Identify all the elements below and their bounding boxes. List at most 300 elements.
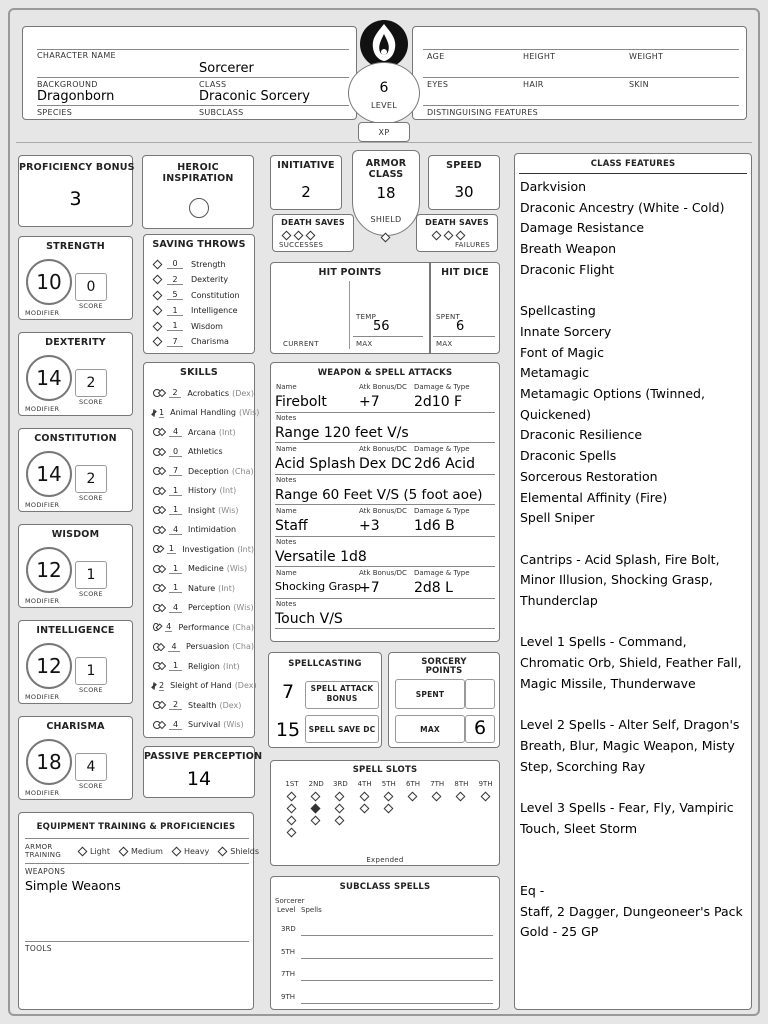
attack-damage-label: Damage & Type: [414, 383, 470, 391]
class-feature-line[interactable]: Magic Missile, Thunderwave: [520, 675, 696, 691]
death-saves-label-2: DEATH SAVES: [425, 218, 489, 227]
class-label: CLASS: [199, 80, 227, 89]
ability-score-circle: [26, 259, 72, 305]
score-label: SCORE: [79, 302, 103, 310]
skill-row: [144, 642, 254, 652]
proficiency-diamond-icon[interactable]: [153, 259, 163, 269]
species-label: SPECIES: [37, 108, 73, 117]
max-hp-label: MAX: [356, 340, 373, 348]
class-feature-line[interactable]: Thunderclap: [520, 593, 598, 608]
skill-name: Athletics: [188, 447, 223, 456]
heroic-inspiration-box: [142, 155, 254, 229]
failure-diamond-icon[interactable]: [432, 231, 442, 241]
ability-box-wisdom: [18, 524, 133, 608]
level-value[interactable]: 6: [379, 80, 389, 96]
attack-bonus[interactable]: +7: [359, 580, 380, 596]
ability-score-circle: [26, 643, 72, 689]
success-diamond-icon[interactable]: [306, 231, 316, 241]
spellcasting-label: SPELLCASTING: [288, 659, 362, 669]
spell-slot-diamond-icon[interactable]: [335, 816, 345, 826]
spells-col-label: Spells: [301, 906, 322, 914]
attack-row: [271, 383, 499, 443]
heroic-label-1: HEROIC: [177, 162, 219, 173]
saving-throw-row: [144, 337, 254, 347]
spell-slot-diamond-icon[interactable]: [335, 804, 345, 814]
skills-label: SKILLS: [180, 367, 218, 378]
initiative-label: INITIATIVE: [277, 160, 335, 171]
skill-ability: (Dex): [234, 681, 257, 690]
spell-slot-diamond-icon[interactable]: [456, 792, 466, 802]
initiative-box: [270, 155, 342, 210]
proficiency-label: PROFICIENCY BONUS: [19, 162, 135, 173]
skill-value[interactable]: 4: [169, 720, 182, 730]
skill-row: [144, 564, 254, 574]
sorcery-max-label: MAX: [420, 725, 440, 734]
heroic-checkbox[interactable]: [189, 198, 209, 218]
armor-label-1: ARMOR: [365, 158, 407, 169]
spell-save-dc-label: SPELL SAVE DC: [308, 725, 376, 734]
slot-level-label: 2ND: [308, 780, 324, 788]
saving-throws-box: [143, 234, 255, 354]
skill-row: [144, 680, 257, 691]
attack-name[interactable]: Firebolt: [275, 394, 327, 410]
skill-ability: (Int): [218, 427, 236, 437]
ability-score-circle: [26, 355, 72, 401]
class-feature-line[interactable]: Damage Resistance: [520, 220, 645, 236]
score-label: SCORE: [79, 494, 103, 502]
ability-score-circle: [26, 739, 72, 785]
slot-level-label: 7TH: [430, 780, 445, 788]
skill-ability: (Wis): [238, 408, 260, 417]
attacks-label: WEAPON & SPELL ATTACKS: [317, 368, 453, 378]
skill-row: [144, 622, 254, 632]
ability-modifier[interactable]: 4: [75, 753, 107, 781]
current-hp-label: CURRENT: [283, 340, 319, 348]
skill-value[interactable]: 2: [159, 680, 165, 690]
proficiency-diamond-icon[interactable]: [153, 337, 163, 347]
attack-name-label: Name: [276, 569, 297, 577]
skill-value[interactable]: 2: [169, 700, 182, 710]
attack-name[interactable]: Staff: [275, 518, 308, 534]
temp-label: TEMP: [356, 313, 377, 321]
score-label: SCORE: [79, 686, 103, 694]
skill-ability: (Cha): [231, 466, 254, 476]
sorcerer-label: Sorcerer: [275, 897, 305, 905]
attack-row: [271, 445, 499, 505]
skill-value[interactable]: 4: [169, 427, 182, 437]
skill-name: Deception: [188, 466, 229, 476]
class-feature-line[interactable]: Breath Weapon: [520, 241, 617, 257]
modifier-label: MODIFIER: [25, 693, 60, 701]
spell-slot-diamond-icon[interactable]: [383, 792, 393, 802]
weapons-label: WEAPONS: [25, 867, 66, 876]
light-armor-diamond-icon[interactable]: [78, 847, 88, 857]
attack-row: [271, 507, 499, 567]
distinguishing-features-label: DISTINGUISING FEATURES: [427, 108, 538, 117]
class-feature-line[interactable]: Darkvision: [520, 179, 587, 194]
saving-throw-name: Intelligence: [191, 306, 238, 315]
saving-throw-row: [144, 306, 254, 316]
skill-ability: (Wis): [218, 505, 239, 515]
spell-slots-box: [270, 760, 500, 866]
spell-slot-diamond-icon[interactable]: [480, 792, 490, 802]
hit-dice-spent-value[interactable]: 6: [456, 319, 465, 334]
skill-value[interactable]: 4: [166, 622, 172, 631]
subclass-spell-level: 9TH: [281, 992, 295, 1001]
class-feature-line[interactable]: Draconic Spells: [520, 448, 617, 464]
skill-ability: (Int): [237, 544, 254, 554]
spellcasting-box: [268, 652, 382, 748]
spell-attack-label-2: BONUS: [326, 694, 358, 703]
saving-throw-name: Dexterity: [191, 275, 229, 284]
class-feature-line[interactable]: Level 1 Spells - Command,: [520, 634, 687, 650]
speed-label: SPEED: [446, 160, 482, 171]
attack-damage[interactable]: 2d8 L: [414, 580, 453, 596]
attack-bonus-label: Atk Bonus/DC: [359, 507, 407, 515]
class-feature-line[interactable]: Metamagic Options (Twinned,: [520, 386, 705, 401]
class-feature-line[interactable]: Draconic Flight: [520, 261, 615, 277]
saving-throw-value[interactable]: 0: [167, 259, 183, 269]
attack-notes[interactable]: Versatile 1d8: [275, 549, 367, 565]
class-feature-line[interactable]: Font of Magic: [520, 344, 604, 360]
spell-slot-diamond-icon[interactable]: [311, 804, 321, 814]
spell-slot-diamond-icon[interactable]: [287, 804, 297, 814]
attack-damage-label: Damage & Type: [414, 445, 470, 453]
spell-save-dc-value[interactable]: 15: [275, 719, 301, 741]
ability-modifier[interactable]: 2: [75, 369, 107, 397]
speed-value[interactable]: 30: [454, 183, 474, 201]
skill-ability: (Dex): [232, 388, 254, 398]
skill-ability: (Wis): [226, 564, 248, 573]
attack-notes-label: Notes: [276, 476, 297, 484]
slot-level-label: 5TH: [381, 780, 396, 788]
ability-modifier[interactable]: 1: [75, 561, 107, 589]
class-feature-line[interactable]: Sorcerous Restoration: [520, 468, 658, 484]
passive-perception-value[interactable]: 14: [186, 768, 212, 790]
class-features-box: [514, 153, 752, 1010]
medium-label: Medium: [130, 847, 163, 856]
spell-slot-diamond-icon[interactable]: [359, 792, 369, 802]
proficiency-diamond-icon[interactable]: [153, 275, 163, 285]
class-feature-line[interactable]: Breath, Blur, Magic Weapon, Misty: [520, 737, 735, 753]
saving-throw-name: Strength: [191, 259, 226, 269]
class-feature-line[interactable]: Gold - 25 GP: [520, 924, 599, 940]
sorcery-spent-label: SPENT: [415, 690, 445, 699]
spell-slot-diamond-icon[interactable]: [335, 792, 345, 802]
class-feature-line[interactable]: Innate Sorcery: [520, 323, 612, 339]
skill-ability: (Dex): [219, 700, 242, 710]
ability-modifier[interactable]: 0: [75, 273, 107, 301]
skill-name: Intimidation: [188, 525, 237, 534]
ability-score[interactable]: 18: [36, 750, 62, 774]
class-feature-line[interactable]: Minor Illusion, Shocking Grasp,: [520, 572, 713, 588]
skill-name: History: [188, 486, 217, 495]
level-label: LEVEL: [371, 101, 397, 110]
attack-notes-label: Notes: [276, 414, 297, 422]
skill-name: Medicine: [188, 564, 224, 573]
spell-slots-label: SPELL SLOTS: [352, 765, 418, 775]
skill-ability: (Int): [219, 486, 237, 495]
subclass-spells-box: [270, 876, 500, 1010]
heavy-label: Heavy: [183, 847, 210, 856]
skill-value[interactable]: 1: [169, 505, 182, 515]
tools-label: TOOLS: [25, 944, 52, 953]
attack-bonus-label: Atk Bonus/DC: [359, 383, 407, 391]
skill-value[interactable]: 1: [169, 661, 182, 671]
passive-perception-label: PASSIVE PERCEPTION: [144, 751, 263, 762]
ability-score[interactable]: 12: [36, 558, 62, 582]
class-feature-line[interactable]: Quickened): [520, 406, 592, 422]
skill-row: [144, 466, 254, 476]
skill-name: Arcana: [188, 427, 216, 437]
attack-row: [271, 569, 499, 629]
ability-box-strength: [18, 236, 133, 320]
failure-diamond-icon[interactable]: [444, 231, 454, 241]
skill-name: Acrobatics: [187, 388, 230, 398]
proficiency-diamond-icon[interactable]: [153, 290, 163, 300]
ability-box-dexterity: [18, 332, 133, 416]
skill-row: [144, 720, 254, 730]
slot-level-label: 9TH: [478, 780, 493, 788]
class-feature-line[interactable]: Level 2 Spells - Alter Self, Dragon's: [520, 717, 740, 733]
class-feature-line[interactable]: Eq -: [520, 882, 545, 898]
skill-row: [144, 427, 254, 437]
armor-value[interactable]: 18: [376, 184, 396, 202]
saving-throws-label: SAVING THROWS: [152, 239, 246, 250]
saving-throw-row: [144, 290, 254, 300]
ability-score[interactable]: 14: [36, 462, 62, 486]
weapons-value[interactable]: Simple Weaons: [25, 878, 121, 893]
skill-name: Insight: [188, 505, 216, 515]
skill-row: [144, 583, 254, 593]
attack-bonus[interactable]: +7: [359, 394, 380, 410]
class-value[interactable]: Sorcerer: [199, 61, 254, 76]
spell-slot-diamond-icon[interactable]: [408, 792, 418, 802]
ability-name: DEXTERITY: [45, 337, 106, 348]
hair-label: HAIR: [523, 80, 544, 89]
failure-diamond-icon[interactable]: [456, 231, 466, 241]
class-feature-line[interactable]: Draconic Ancestry (White - Cold): [520, 199, 725, 215]
class-feature-line[interactable]: Spellcasting: [520, 303, 596, 319]
saving-throw-value[interactable]: 2: [167, 275, 183, 285]
spell-slot-diamond-icon[interactable]: [359, 804, 369, 814]
skill-row: [144, 388, 254, 398]
attack-bonus[interactable]: Dex DC: [359, 456, 412, 472]
attack-damage[interactable]: 1d6 B: [414, 518, 455, 534]
saving-throw-value[interactable]: 1: [167, 321, 183, 331]
success-diamond-icon[interactable]: [282, 231, 292, 241]
spell-attack-value[interactable]: 7: [281, 681, 295, 703]
skill-name: Animal Handling: [170, 408, 236, 417]
attack-damage[interactable]: 2d6 Acid: [414, 456, 475, 472]
spell-slot-diamond-icon[interactable]: [287, 792, 297, 802]
success-diamond-icon[interactable]: [294, 231, 304, 241]
class-feature-line[interactable]: Metamagic: [520, 365, 590, 381]
sorcery-max-value[interactable]: 6: [473, 717, 487, 739]
weight-label: WEIGHT: [629, 52, 664, 61]
skill-value[interactable]: 4: [168, 642, 180, 652]
hit-points-box: [270, 262, 500, 354]
skill-row: [144, 700, 254, 710]
skill-value[interactable]: 1: [159, 407, 165, 417]
ability-name: INTELLIGENCE: [36, 625, 115, 636]
subclass-spell-level: 5TH: [281, 947, 295, 956]
initiative-value[interactable]: 2: [301, 183, 311, 201]
class-feature-line[interactable]: Level 3 Spells - Fear, Fly, Vampiric: [520, 800, 734, 815]
proficiency-value[interactable]: 3: [69, 188, 82, 210]
level-col-label: Level: [277, 906, 296, 914]
subclass-label: SUBCLASS: [199, 108, 244, 117]
equipment-training-label: EQUIPMENT TRAINING & PROFICIENCIES: [36, 822, 236, 832]
attack-name-label: Name: [276, 445, 297, 453]
background-label: BACKGROUND: [37, 80, 98, 89]
attacks-box: [270, 362, 500, 642]
skill-ability: (Int): [218, 583, 235, 593]
attack-name[interactable]: Acid Splash: [275, 456, 356, 472]
skill-row: [144, 505, 254, 515]
saving-throw-value[interactable]: 7: [167, 337, 183, 347]
skill-row: [144, 661, 254, 671]
skill-value[interactable]: 0: [169, 447, 182, 457]
modifier-label: MODIFIER: [25, 405, 60, 413]
spell-slot-diamond-icon[interactable]: [383, 804, 393, 814]
slot-level-label: 6TH: [406, 780, 420, 788]
eyes-label: EYES: [427, 80, 449, 89]
hit-points-label: HIT POINTS: [318, 267, 382, 278]
spell-attack-label-1: SPELL ATTACK: [310, 684, 374, 693]
saving-throw-value[interactable]: 1: [167, 306, 183, 316]
attack-notes-label: Notes: [276, 538, 297, 546]
passive-perception-box: [143, 746, 263, 798]
skill-row: [144, 486, 254, 496]
subclass-value[interactable]: Draconic Sorcery: [199, 89, 311, 104]
skill-name: Stealth: [188, 700, 217, 710]
proficiency-box: [18, 155, 133, 227]
skill-name: Performance: [178, 622, 230, 632]
class-feature-line[interactable]: Step, Scorching Ray: [520, 758, 646, 774]
skin-label: SKIN: [629, 80, 649, 89]
saving-throw-row: [144, 259, 254, 269]
modifier-label: MODIFIER: [25, 789, 60, 797]
ability-score[interactable]: 14: [36, 366, 62, 390]
skill-value[interactable]: 1: [169, 564, 182, 574]
medium-armor-diamond-icon[interactable]: [119, 847, 129, 857]
hit-dice-spent-label: SPENT: [436, 313, 461, 321]
attack-damage-label: Damage & Type: [414, 569, 470, 577]
attack-notes[interactable]: Touch V/S: [275, 611, 343, 627]
skill-ability: (Wis): [223, 720, 244, 729]
skill-value[interactable]: 1: [169, 583, 182, 593]
hit-dice-max-label: MAX: [436, 340, 453, 348]
skill-name: Nature: [188, 583, 216, 593]
subclass-spell-level: 3RD: [281, 925, 296, 933]
skill-proficiency-diamond-icon[interactable]: [157, 642, 165, 650]
modifier-label: MODIFIER: [25, 597, 60, 605]
skill-ability: (Wis): [233, 603, 254, 612]
shield-label: SHIELD: [370, 215, 402, 224]
xp-label: XP: [378, 128, 390, 137]
proficiency-diamond-icon[interactable]: [153, 306, 163, 316]
class-feature-line[interactable]: Cantrips - Acid Splash, Fire Bolt,: [520, 551, 720, 567]
attack-damage[interactable]: 2d10 F: [414, 394, 463, 410]
skill-value[interactable]: 1: [169, 486, 182, 496]
height-label: HEIGHT: [523, 52, 556, 61]
score-label: SCORE: [79, 782, 103, 790]
class-feature-line[interactable]: Chromatic Orb, Shield, Feather Fall,: [520, 655, 742, 671]
ability-name: STRENGTH: [46, 241, 105, 252]
death-saves-successes: [272, 214, 354, 252]
armor-training-label-2: TRAINING: [25, 851, 62, 859]
spell-slot-diamond-icon[interactable]: [287, 828, 297, 838]
ability-modifier[interactable]: 2: [75, 465, 107, 493]
modifier-label: MODIFIER: [25, 309, 60, 317]
ability-modifier[interactable]: 1: [75, 657, 107, 685]
saving-throw-value[interactable]: 5: [167, 290, 183, 300]
skill-row: [144, 544, 254, 554]
ability-score[interactable]: 12: [36, 654, 62, 678]
ability-score[interactable]: 10: [36, 270, 62, 294]
skill-name: Perception: [188, 603, 231, 612]
sorcery-label-1: SORCERY: [421, 657, 467, 667]
class-feature-line[interactable]: Staff, 2 Dagger, Dungeoneer's Pack: [520, 903, 743, 919]
temp-value[interactable]: 56: [373, 319, 390, 334]
spell-slot-diamond-icon[interactable]: [311, 816, 321, 826]
death-saves-label: DEATH SAVES: [281, 218, 345, 227]
shields-diamond-icon[interactable]: [218, 847, 228, 857]
background-value[interactable]: Dragonborn: [37, 89, 115, 104]
skill-row: [144, 603, 254, 613]
ability-name: CHARISMA: [46, 721, 105, 732]
class-feature-line[interactable]: Draconic Resilience: [520, 427, 643, 443]
attack-notes[interactable]: Range 120 feet V/s: [275, 425, 409, 441]
saving-throw-name: Wisdom: [191, 321, 223, 331]
skill-value[interactable]: 2: [169, 388, 182, 398]
attack-name[interactable]: Shocking Grasp: [275, 580, 362, 593]
subclass-spells-label: SUBCLASS SPELLS: [339, 882, 431, 892]
attack-damage-label: Damage & Type: [414, 507, 470, 515]
skill-value[interactable]: 1: [167, 544, 177, 554]
proficiency-diamond-icon[interactable]: [153, 321, 163, 331]
attack-notes-label: Notes: [276, 600, 297, 608]
slot-level-label: 8TH: [454, 780, 469, 788]
ability-box-charisma: [18, 716, 133, 800]
class-feature-line[interactable]: Elemental Affinity (Fire): [520, 489, 668, 505]
slot-level-label: 3RD: [333, 780, 348, 788]
heavy-armor-diamond-icon[interactable]: [172, 847, 182, 857]
attack-bonus[interactable]: +3: [359, 518, 380, 534]
spell-slot-diamond-icon[interactable]: [311, 792, 321, 802]
attack-notes[interactable]: Range 60 Feet V/S (5 foot aoe): [275, 487, 483, 503]
skill-value[interactable]: 4: [169, 603, 182, 613]
spell-slot-diamond-icon[interactable]: [432, 792, 442, 802]
failures-label: FAILURES: [455, 241, 491, 249]
class-feature-line[interactable]: Touch, Sleet Storm: [520, 820, 638, 836]
skill-row: [144, 525, 254, 535]
class-features-label: CLASS FEATURES: [590, 159, 676, 169]
ability-score-circle: [26, 547, 72, 593]
shield-diamond-icon[interactable]: [381, 233, 391, 243]
skill-name: Survival: [188, 720, 221, 729]
modifier-label: MODIFIER: [25, 501, 60, 509]
skill-value[interactable]: 4: [169, 525, 182, 535]
class-feature-line[interactable]: Spell Sniper: [520, 510, 595, 526]
skill-value[interactable]: 7: [169, 466, 182, 476]
spell-slot-diamond-icon[interactable]: [287, 816, 297, 826]
heroic-label-2: INSPIRATION: [162, 173, 234, 184]
armor-class-box: [352, 150, 420, 236]
score-label: SCORE: [79, 398, 103, 406]
slot-level-label: 4TH: [357, 780, 372, 788]
